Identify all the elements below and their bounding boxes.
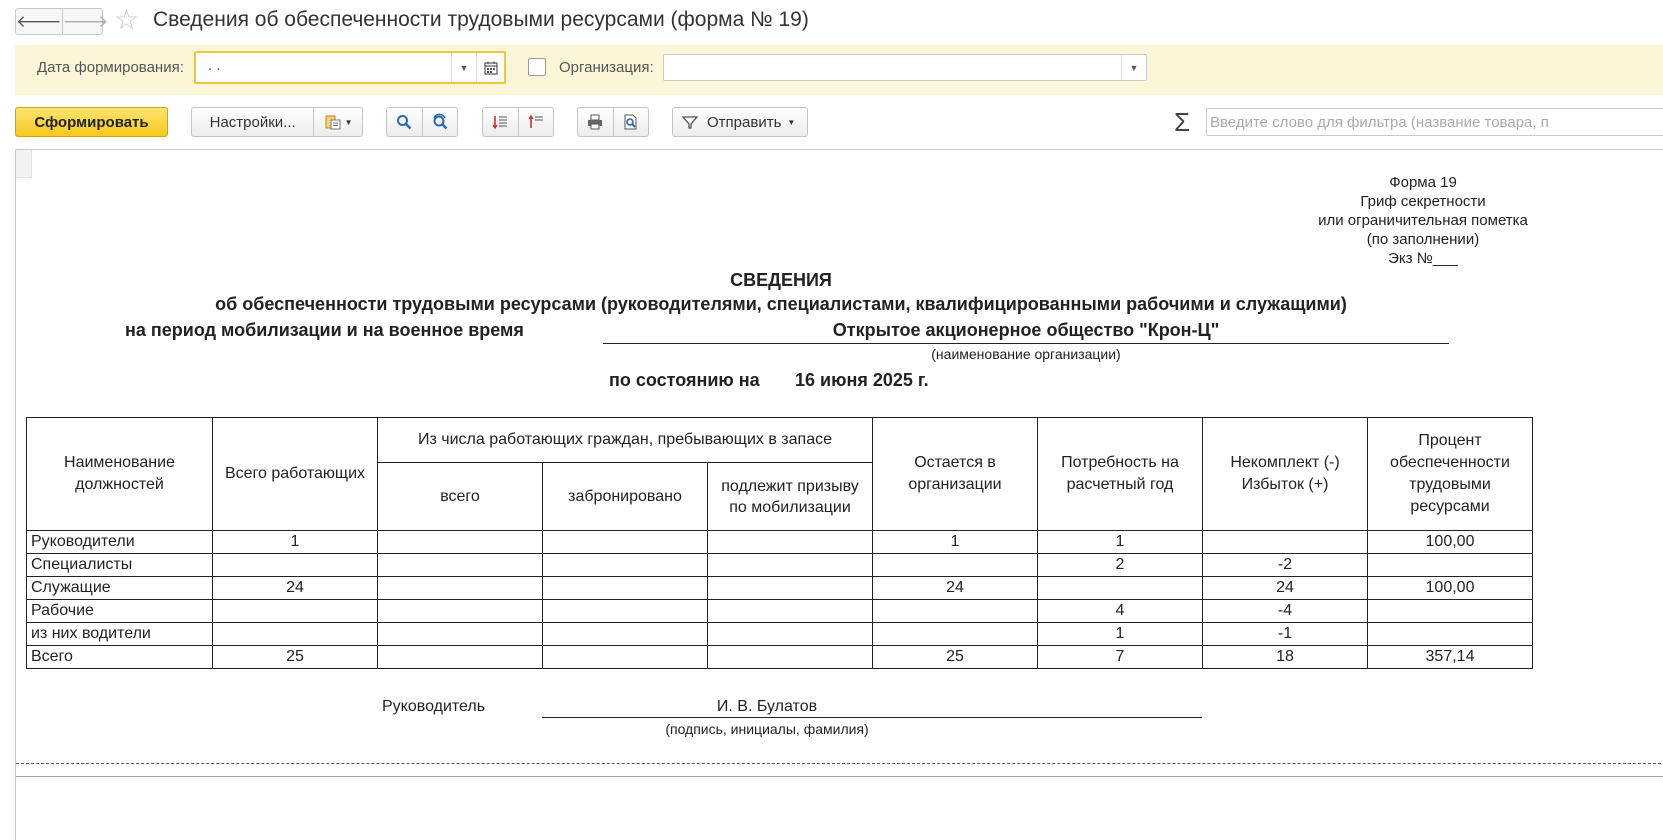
print-preview-button[interactable] [613, 108, 648, 136]
header-reserve-group: Из числа работающих граждан, пребывающих в запасе [378, 418, 873, 463]
chevron-down-icon: ▼ [1129, 62, 1139, 73]
cell-name[interactable]: Всего [27, 646, 213, 669]
cell-total[interactable]: 25 [213, 646, 378, 669]
cell-total[interactable]: 24 [213, 577, 378, 600]
table-row [27, 623, 1533, 646]
header-percent: Процент обеспеченности трудовыми ресурсами [1368, 418, 1533, 531]
table-row [27, 577, 1533, 600]
cell-remains[interactable]: 1 [873, 531, 1038, 554]
window-title: Сведения об обеспеченности трудовыми ресурсами (форма № 19) [153, 8, 809, 31]
cell-remains[interactable] [873, 554, 1038, 577]
cell-shortage[interactable]: -2 [1203, 554, 1368, 577]
cell-r-reserved[interactable] [543, 554, 708, 577]
secrecy-stamp [1318, 173, 1528, 268]
back-button[interactable] [16, 9, 62, 34]
report-period: на период мобилизации и на военное время [125, 320, 524, 340]
settings-button-label: Настройки... [209, 113, 296, 131]
cell-r-mob[interactable] [708, 646, 873, 669]
organization-name: Открытое акционерное общество "Крон-Ц" [832, 320, 1220, 340]
cell-need[interactable]: 2 [1038, 554, 1203, 577]
cell-name[interactable]: Рабочие [27, 600, 213, 623]
cell-r-reserved[interactable] [543, 646, 708, 669]
page-break-line [16, 763, 1663, 764]
cell-need[interactable] [1038, 577, 1203, 600]
cell-shortage[interactable]: 24 [1203, 577, 1368, 600]
expand-all-button[interactable] [483, 108, 518, 136]
calendar-icon [482, 59, 500, 77]
cell-need[interactable]: 1 [1038, 623, 1203, 646]
sum-icon[interactable]: Σ [1174, 107, 1191, 137]
table-row [27, 600, 1533, 623]
variants-button[interactable] [313, 108, 362, 136]
cell-percent[interactable]: 100,00 [1368, 577, 1533, 600]
cell-r-reserved[interactable] [543, 531, 708, 554]
organization-label: Организация: [559, 59, 654, 76]
group-expand-group [482, 107, 554, 137]
cell-r-reserved[interactable] [543, 577, 708, 600]
generate-button[interactable]: Сформировать [15, 107, 168, 137]
header-position: Наименование должностей [27, 418, 213, 531]
cell-name[interactable]: Служащие [27, 577, 213, 600]
header-conscription: подлежит призыву по мобилизации [708, 463, 873, 531]
cell-need[interactable]: 1 [1038, 531, 1203, 554]
find-button[interactable] [387, 108, 422, 136]
header-remains: Остается в организации [873, 418, 1038, 531]
signer-role: Руководитель [382, 698, 486, 715]
print-button[interactable] [578, 108, 613, 136]
print-group [577, 107, 649, 137]
send-button[interactable] [672, 107, 808, 137]
filter-placeholder: Введите слово для фильтра (название товара, п [1210, 114, 1549, 131]
report-table [26, 417, 1533, 669]
forward-button[interactable] [62, 9, 109, 34]
cell-remains[interactable]: 24 [873, 577, 1038, 600]
cell-percent[interactable]: 357,14 [1368, 646, 1533, 669]
as-of-label: по состоянию на [609, 370, 760, 390]
cell-remains[interactable] [873, 623, 1038, 646]
date-dropdown-button[interactable] [451, 53, 476, 82]
cell-name[interactable]: из них водители [27, 623, 213, 646]
spreadsheet-corner [16, 150, 32, 178]
signer-caption: (подпись, инициалы, фамилия) [665, 721, 869, 737]
cell-shortage[interactable]: -1 [1203, 623, 1368, 646]
organization-caption: (наименование организации) [931, 346, 1121, 362]
cell-total[interactable]: 1 [213, 531, 378, 554]
cell-need[interactable]: 7 [1038, 646, 1203, 669]
header-need: Потребность на расчетный год [1038, 418, 1203, 531]
cell-need[interactable]: 4 [1038, 600, 1203, 623]
cell-r-mob[interactable] [708, 554, 873, 577]
cell-shortage[interactable] [1203, 531, 1368, 554]
date-input-value: . . [208, 57, 221, 74]
cell-total[interactable] [213, 554, 378, 577]
table-row [27, 646, 1533, 669]
cell-r-mob[interactable] [708, 623, 873, 646]
navigation-buttons [15, 8, 109, 35]
cell-r-mob[interactable] [708, 600, 873, 623]
table-row [27, 531, 1533, 554]
favorite-star-icon[interactable]: ☆ [114, 4, 140, 35]
print-preview-icon [622, 113, 640, 131]
cell-name[interactable]: Руководители [27, 531, 213, 554]
cell-r-total[interactable] [378, 623, 543, 646]
cell-name[interactable]: Специалисты [27, 554, 213, 577]
calendar-button[interactable] [476, 53, 504, 82]
header-reserve-total: всего [378, 463, 543, 531]
cell-r-total[interactable] [378, 554, 543, 577]
cell-r-total[interactable] [378, 600, 543, 623]
send-button-label: Отправить [707, 113, 782, 131]
signer-name: И. В. Булатов [716, 698, 818, 715]
date-label: Дата формирования: [37, 59, 184, 76]
report-subheading: об обеспеченности трудовыми ресурсами (руководителями, специалистами, квалифицированными рабочими и служащими) [215, 294, 1347, 314]
organization-dropdown-button[interactable] [1121, 55, 1146, 80]
cell-r-reserved[interactable] [543, 600, 708, 623]
signature-underline [542, 717, 1202, 718]
search-icon [395, 113, 413, 131]
report-variants-icon [324, 113, 342, 131]
cell-total[interactable] [213, 623, 378, 646]
cell-r-reserved[interactable] [543, 623, 708, 646]
collapse-groups-icon [527, 113, 545, 131]
chevron-down-icon: ▼ [787, 117, 796, 127]
collapse-all-button[interactable] [518, 108, 553, 136]
organization-underline [603, 343, 1449, 344]
page-edge-line [16, 776, 1663, 777]
table-row [27, 554, 1533, 577]
cell-remains[interactable] [873, 600, 1038, 623]
arrow-left-icon: 🡐 [16, 11, 62, 31]
stamp-secrecy: Гриф секретности [1360, 193, 1486, 210]
stamp-restriction: или ограничительная пометка [1318, 212, 1528, 229]
cell-percent[interactable] [1368, 554, 1533, 577]
cell-r-mob[interactable] [708, 577, 873, 600]
settings-group [191, 107, 363, 137]
cell-percent[interactable] [1368, 600, 1533, 623]
report-document [15, 149, 1663, 840]
cell-r-total[interactable] [378, 646, 543, 669]
report-heading: СВЕДЕНИЯ [730, 270, 832, 290]
expand-groups-icon [491, 113, 509, 131]
parameters-panel [15, 45, 1663, 95]
cell-percent[interactable]: 100,00 [1368, 531, 1533, 554]
cell-total[interactable] [213, 600, 378, 623]
date-input[interactable] [194, 51, 506, 84]
send-icon [681, 113, 699, 131]
cell-r-mob[interactable] [708, 531, 873, 554]
title-bar [0, 0, 1663, 44]
as-of-date: 16 июня 2025 г. [795, 370, 929, 390]
find-next-button[interactable] [422, 108, 457, 136]
stamp-fill-note: (по заполнении) [1366, 231, 1480, 248]
organization-input[interactable] [663, 54, 1147, 81]
search-next-icon [431, 113, 449, 131]
cell-percent[interactable] [1368, 623, 1533, 646]
arrow-right-icon: 🡒 [62, 11, 109, 31]
header-total-working: Всего работающих [213, 418, 378, 531]
settings-button[interactable] [192, 108, 313, 136]
cell-r-total[interactable] [378, 577, 543, 600]
filter-input[interactable] [1206, 108, 1663, 136]
printer-icon [586, 113, 604, 131]
stamp-form-number: Форма 19 [1389, 174, 1457, 191]
header-reserved: забронировано [543, 463, 708, 531]
chevron-down-icon: ▼ [459, 62, 469, 73]
cell-shortage[interactable]: 18 [1203, 646, 1368, 669]
header-shortage: Некомплект (-) Избыток (+) [1203, 418, 1368, 531]
chevron-down-icon: ▼ [344, 117, 353, 127]
cell-shortage[interactable]: -4 [1203, 600, 1368, 623]
organization-checkbox[interactable] [528, 58, 546, 76]
cell-remains[interactable]: 25 [873, 646, 1038, 669]
search-group [386, 107, 458, 137]
cell-r-total[interactable] [378, 531, 543, 554]
stamp-copy-number: Экз №___ [1388, 250, 1458, 267]
